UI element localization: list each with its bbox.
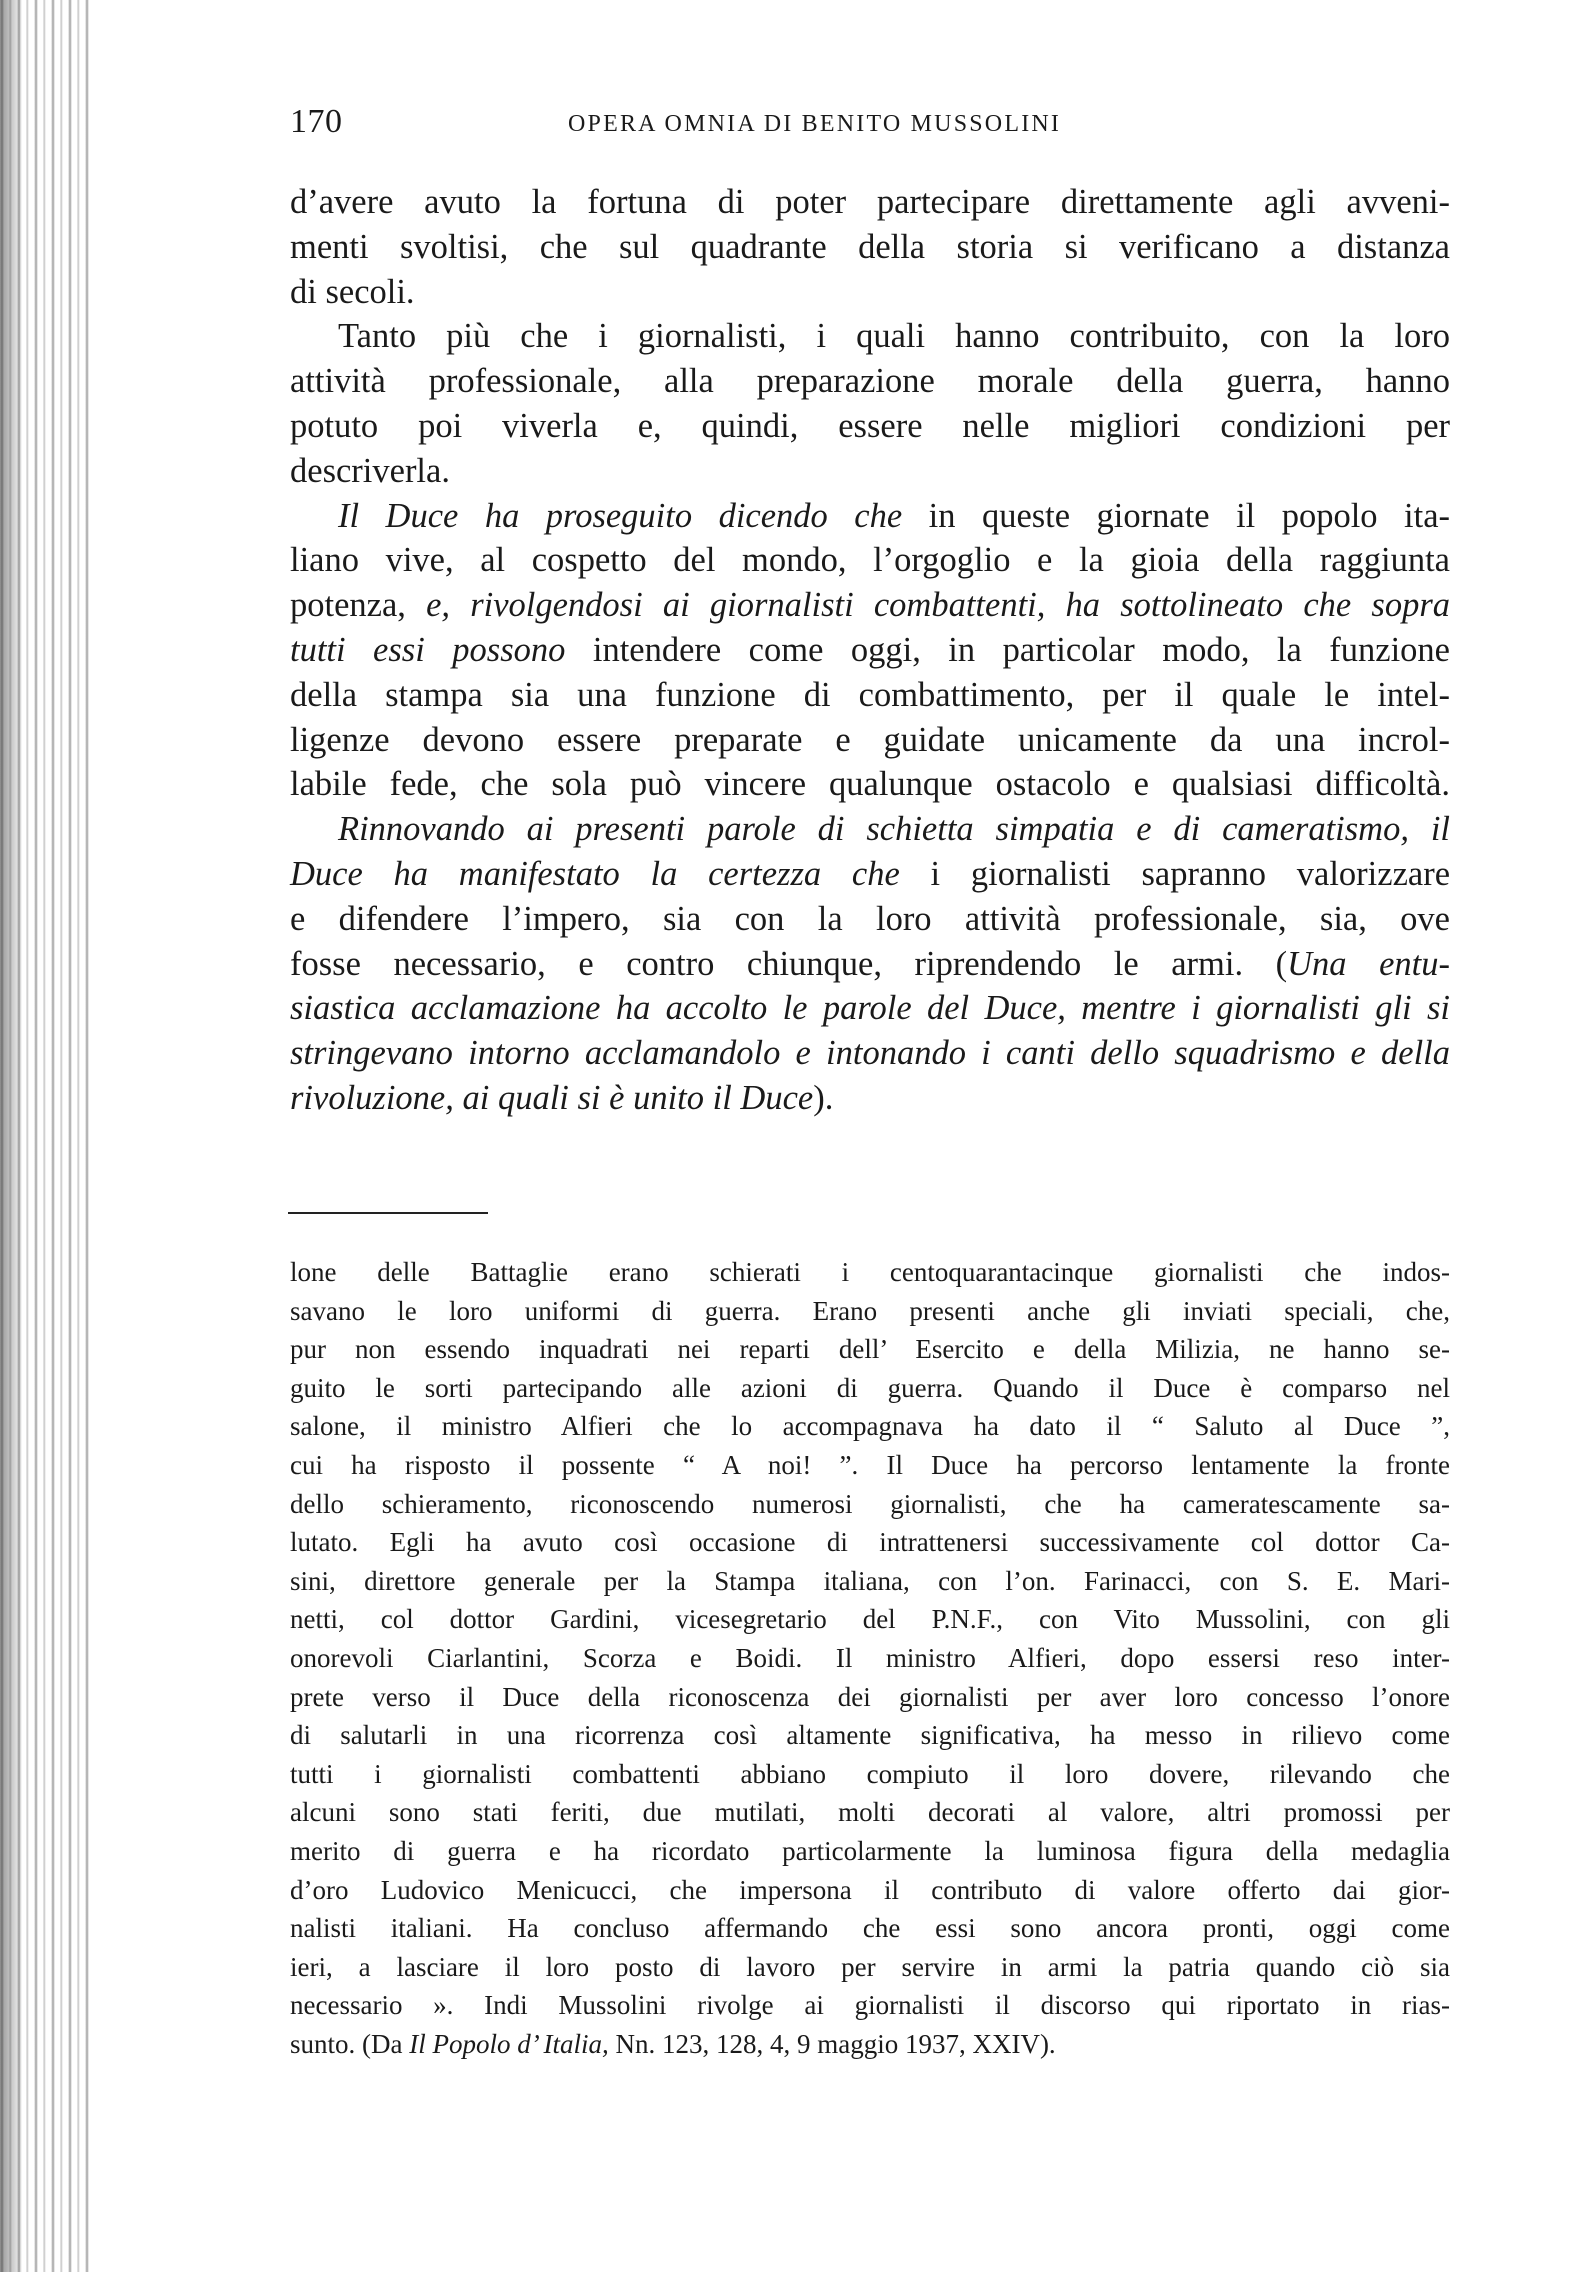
body-line-mixed: potenza, e, rivolgendosi ai giornalisti combattenti, ha sottolineato che sopra bbox=[290, 586, 1450, 625]
body-line: menti svoltisi, che sul quadrante della storia si verificano a distanza bbox=[290, 227, 1450, 266]
footnote-line: ieri, a lasciare il loro posto di lavoro per servire in armi la patria quando ciò sia bbox=[290, 1951, 1450, 1982]
body-line-mixed: rivoluzione, ai quali si è unito il Duce). bbox=[290, 1078, 834, 1117]
footnote-line: lone delle Battaglie erano schierati i centoquarantacinque giornalisti che indos- bbox=[290, 1257, 1450, 1287]
body-line-mixed: tutti essi possono intendere come oggi, in particolar modo, la funzione bbox=[290, 630, 1450, 669]
footnote-line: dello schieramento, riconoscendo numerosi giornalisti, che ha cameratescamente sa- bbox=[290, 1488, 1450, 1519]
body-line-italic: Rinnovando ai presenti parole di schietta simpatia e di cameratismo, il bbox=[338, 810, 1450, 849]
body-line: labile fede, che sola può vincere qualunque ostacolo e qualsiasi difficoltà. bbox=[290, 765, 1450, 804]
italic-run: Duce ha manifestato la certezza che bbox=[290, 854, 900, 893]
body-line: della stampa sia una funzione di combattimento, per il quale le intel- bbox=[290, 675, 1450, 714]
scanned-binding-edge bbox=[0, 0, 92, 2272]
body-line: e difendere l’impero, sia con la loro attività professionale, sia, ove bbox=[290, 899, 1450, 938]
body-line-italic: siastica acclamazione ha accolto le parole del Duce, mentre i giornalisti gli si bbox=[290, 989, 1450, 1028]
footnote-separator bbox=[288, 1212, 488, 1214]
footnote-line: pur non essendo inquadrati nei reparti dell’ Esercito e della Milizia, ne hanno se- bbox=[290, 1334, 1450, 1365]
body-line: descriverla. bbox=[290, 451, 450, 490]
footnote-line: merito di guerra e ha ricordato particolarmente la luminosa figura della medaglia bbox=[290, 1835, 1450, 1866]
running-title: OPERA OMNIA DI BENITO MUSSOLINI bbox=[568, 111, 1062, 137]
footnote-line: nalisti italiani. Ha concluso affermando che essi sono ancora pronti, oggi come bbox=[290, 1913, 1450, 1944]
body-line: Tanto più che i giornalisti, i quali hanno contribuito, con la loro bbox=[338, 317, 1450, 356]
body-line-mixed: fosse necessario, e contro chiunque, riprendendo le armi. (Una entu- bbox=[290, 944, 1450, 983]
footnote-line-citation: sunto. (Da Il Popolo d’ Italia, Nn. 123, 128, 4, 9 maggio 1937, XXIV). bbox=[290, 2028, 1056, 2059]
footnote-line: tutti i giornalisti combattenti abbiano compiuto il loro dovere, rilevando che bbox=[290, 1758, 1450, 1789]
body-line-italic: stringevano intorno acclamandolo e intonando i canti dello squadrismo e della bbox=[290, 1034, 1450, 1073]
italic-run: rivoluzione, ai quali si è unito il Duce bbox=[290, 1078, 814, 1117]
body-line-mixed: Duce ha manifestato la certezza che i giornalisti sapranno valorizzare bbox=[290, 854, 1451, 893]
body-line: di secoli. bbox=[290, 272, 415, 311]
footnote-line: alcuni sono stati feriti, due mutilati, molti decorati al valore, altri promossi per bbox=[290, 1797, 1450, 1828]
italic-run: e, rivolgendosi ai giornalisti combattenti, ha sottolineato che sopra bbox=[426, 586, 1450, 625]
footnote-line: lutato. Egli ha avuto così occasione di intrattenersi successivamente col dottor Ca- bbox=[290, 1527, 1450, 1558]
footnote-line: d’oro Ludovico Menicucci, che impersona il contributo di valore offerto dai gior- bbox=[290, 1874, 1450, 1905]
footnote-line: onorevoli Ciarlantini, Scorza e Boidi. Il ministro Alfieri, dopo essersi reso inter- bbox=[290, 1642, 1450, 1673]
italic-run: Il Duce ha proseguito dicendo che bbox=[338, 496, 903, 535]
body-line: attività professionale, alla preparazione morale della guerra, hanno bbox=[290, 362, 1450, 401]
body-line: liano vive, al cospetto del mondo, l’orgoglio e la gioia della raggiunta bbox=[290, 541, 1450, 580]
footnote-line: netti, col dottor Gardini, vicesegretario del P.N.F., con Vito Mussolini, con gli bbox=[290, 1604, 1450, 1635]
footnote-text bbox=[290, 1253, 1450, 2063]
footnote-line: di salutarli in una ricorrenza così altamente significativa, ha messo in rilievo come bbox=[290, 1720, 1450, 1751]
footnote-line: prete verso il Duce della riconoscenza dei giornalisti per aver loro concesso l’onore bbox=[290, 1681, 1450, 1712]
footnote-line: cui ha risposto il possente “ A noi! ”. Il Duce ha percorso lentamente la fronte bbox=[290, 1449, 1450, 1480]
footnote-line: guito le sorti partecipando alle azioni di guerra. Quando il Duce è comparso nel bbox=[290, 1372, 1450, 1403]
page-header bbox=[290, 103, 1450, 149]
footnote-line: necessario ». Indi Mussolini rivolge ai giornalisti il discorso qui riportato in rias- bbox=[290, 1990, 1450, 2021]
italic-run: Una entu- bbox=[1287, 944, 1450, 983]
body-line: potuto poi viverla e, quindi, essere nelle migliori condizioni per bbox=[290, 406, 1450, 445]
italic-run: tutti essi possono bbox=[290, 630, 566, 669]
footnote-line: salone, il ministro Alfieri che lo accompagnava ha dato il “ Saluto al Duce ”, bbox=[290, 1411, 1450, 1442]
italic-run: Il Popolo d’ Italia, bbox=[409, 2028, 609, 2059]
footnote-line: savano le loro uniformi di guerra. Erano presenti anche gli inviati speciali, che, bbox=[290, 1295, 1450, 1326]
body-line-italic-lead: Il Duce ha proseguito dicendo che in queste giornate il popolo ita- bbox=[338, 496, 1451, 535]
page-number: 170 bbox=[290, 103, 343, 140]
body-line: d’avere avuto la fortuna di poter partecipare direttamente agli avveni- bbox=[290, 183, 1450, 221]
main-body-text bbox=[290, 180, 1450, 1121]
footnote-line: sini, direttore generale per la Stampa italiana, con l’on. Farinacci, con S. E. Mari- bbox=[290, 1565, 1450, 1596]
body-line: ligenze devono essere preparate e guidate unicamente da una incrol- bbox=[290, 720, 1450, 759]
